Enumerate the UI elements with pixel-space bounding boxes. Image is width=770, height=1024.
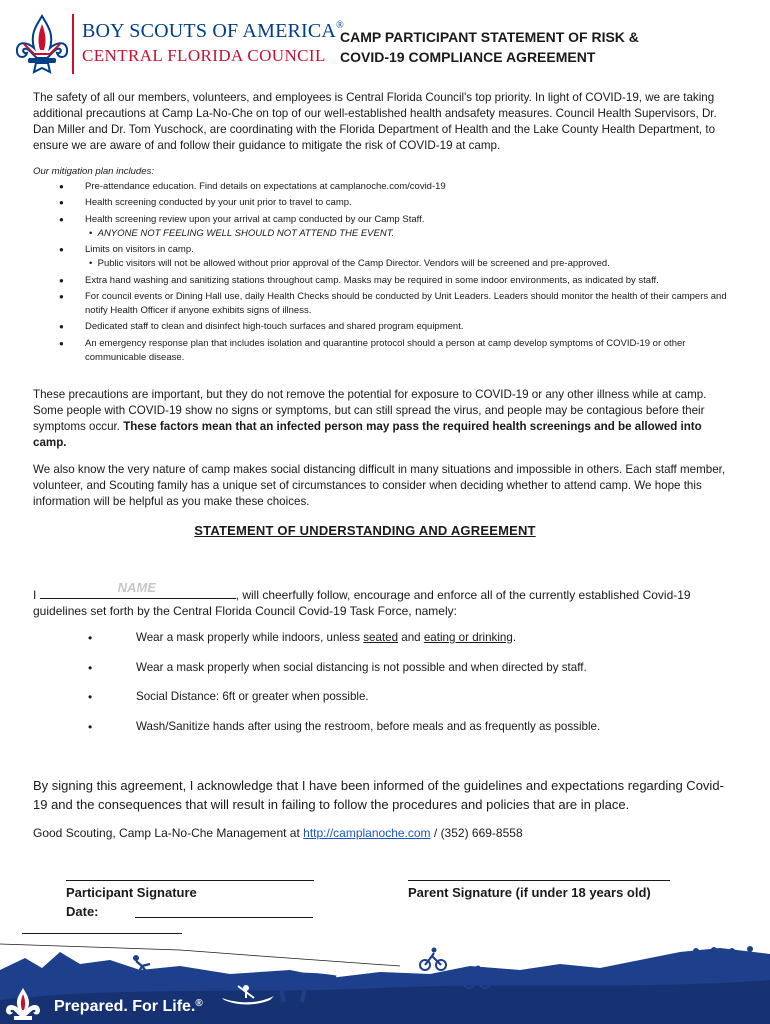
list-item: • Wear a mask properly while indoors, unless seated and eating or drinking. xyxy=(88,630,728,660)
participant-signature-label: Participant Signature xyxy=(66,885,197,900)
distancing-paragraph: We also know the very nature of camp makes social distancing difficult in many situations and impossible in others. Each staff member, volunteer, and Scouting family has a unique set of circumstances to consider when deciding whether to attend camp. We hope this information will be helpful as you make these choices. xyxy=(33,463,726,508)
list-item: ● Dedicated staff to clean and disinfect high-touch surfaces and shared program equipment. xyxy=(33,320,733,334)
website-link[interactable]: http://camplanoche.com xyxy=(303,826,431,840)
cyclist-icon xyxy=(418,946,448,972)
list-item: ● For council events or Dining Hall use, daily Health Checks should be conducted by Unit Leaders. Leaders should monitor the health of their campers and notify Health Officer if anyone exhibits signs of illness. xyxy=(33,290,733,318)
list-item: ● Pre-attendance education. Find details on expectations at camplanoche.com/covid-19 xyxy=(33,180,733,194)
participant-signature-line[interactable] xyxy=(66,880,314,881)
list-item: • Social Distance: 6ft or greater when possible. xyxy=(88,689,728,719)
org-name: BOY SCOUTS OF AMERICA® xyxy=(82,20,344,42)
document-title: CAMP PARTICIPANT STATEMENT OF RISK & COVID-19 COMPLIANCE AGREEMENT xyxy=(340,29,639,65)
guidelines-list xyxy=(88,630,728,748)
list-item: ● An emergency response plan that includes isolation and quarantine protocol should a person at camp develop symptoms of COVID-19 or other communicable disease. xyxy=(33,337,733,365)
name-placeholder: NAME xyxy=(117,580,156,595)
header-divider xyxy=(72,14,74,74)
sub-list-item: • ANYONE NOT FEELING WELL SHOULD NOT ATTEND THE EVENT. xyxy=(85,227,733,241)
mitigation-list xyxy=(33,180,733,367)
list-item: ● Health screening review upon your arrival at camp conducted by our Camp Staff. • ANYONE NOT FEELING WELL SHOULD NOT ATTEND THE EVENT. xyxy=(33,213,733,241)
cyclist-icon xyxy=(462,964,492,990)
precautions-paragraph: These precautions are important, but they do not remove the potential for exposure to COVID-19 or any other illness while at camp. Some people with COVID-19 show no signs or symptoms, but can still spread the virus, and people may be contagious before their symptoms occur. These factors mean that an infected person may pass the required health screenings and be allowed into camp. xyxy=(33,388,707,449)
fleur-de-lis-icon xyxy=(4,986,42,1024)
footer-slogan: Prepared. For Life.® xyxy=(54,998,203,1015)
date-line[interactable] xyxy=(135,917,313,918)
closing-paragraph: By signing this agreement, I acknowledge that I have been informed of the guidelines and expectations regarding Covid-19 and the consequences that will result in failing to follow the procedures and policies that are in place. xyxy=(33,778,724,812)
hiker-icon xyxy=(688,946,760,982)
list-item: • Wash/Sanitize hands after using the restroom, before meals and as frequently as possible. xyxy=(88,719,728,749)
climber-icon xyxy=(126,950,166,976)
canoe-icon xyxy=(220,982,276,1006)
parent-signature-line[interactable] xyxy=(408,880,670,881)
council-name: CENTRAL FLORIDA COUNCIL xyxy=(82,46,326,65)
mitigation-heading: Our mitigation plan includes: xyxy=(33,166,155,177)
list-item: • Wear a mask properly when social distancing is not possible and when directed by staff. xyxy=(88,660,728,690)
intro-paragraph: The safety of all our members, volunteers, and employees is Central Florida Council's top priority. In light of COVID-19, we are taking additional precautions at Camp La-No-Che on top of our well-established health andsafety measures. Council Health Supervisors, Dr. Dan Miller and Dr. Tom Yuschock, are coordinating with the Florida Department of Health and the Lake County Health Department, to ensure we are aware of and follow their guidance to mitigate the risk of COVID-19 at camp. xyxy=(33,91,717,152)
parent-signature-label: Parent Signature (if under 18 years old) xyxy=(408,885,651,900)
date-label: Date: xyxy=(66,904,99,919)
agreement-title: STATEMENT OF UNDERSTANDING AND AGREEMENT xyxy=(194,523,536,538)
sub-list-item: • Public visitors will not be allowed without prior approval of the Camp Director. Vendors will be screened and pre-approved. xyxy=(85,257,733,271)
list-item: ● Health screening conducted by your unit prior to travel to camp. xyxy=(33,196,733,210)
fleur-de-lis-icon xyxy=(14,14,70,76)
contact-line: Good Scouting, Camp La-No-Che Management at http://camplanoche.com / (352) 669-8558 xyxy=(33,826,523,840)
name-field[interactable] xyxy=(40,580,236,599)
list-item: ● Extra hand washing and sanitizing stations throughout camp. Masks may be required in some indoor environments, as indicated by staff. xyxy=(33,274,733,288)
agreement-statement: I NAME , will cheerfully follow, encourage and enforce all of the currently established Covid-19 guidelines set forth by the Central Florida Council Covid-19 Task Force, namely: xyxy=(33,580,691,618)
list-item: ● Limits on visitors in camp. • Public visitors will not be allowed without prior approval of the Camp Director. Vendors will be screened and pre-approved. xyxy=(33,243,733,271)
